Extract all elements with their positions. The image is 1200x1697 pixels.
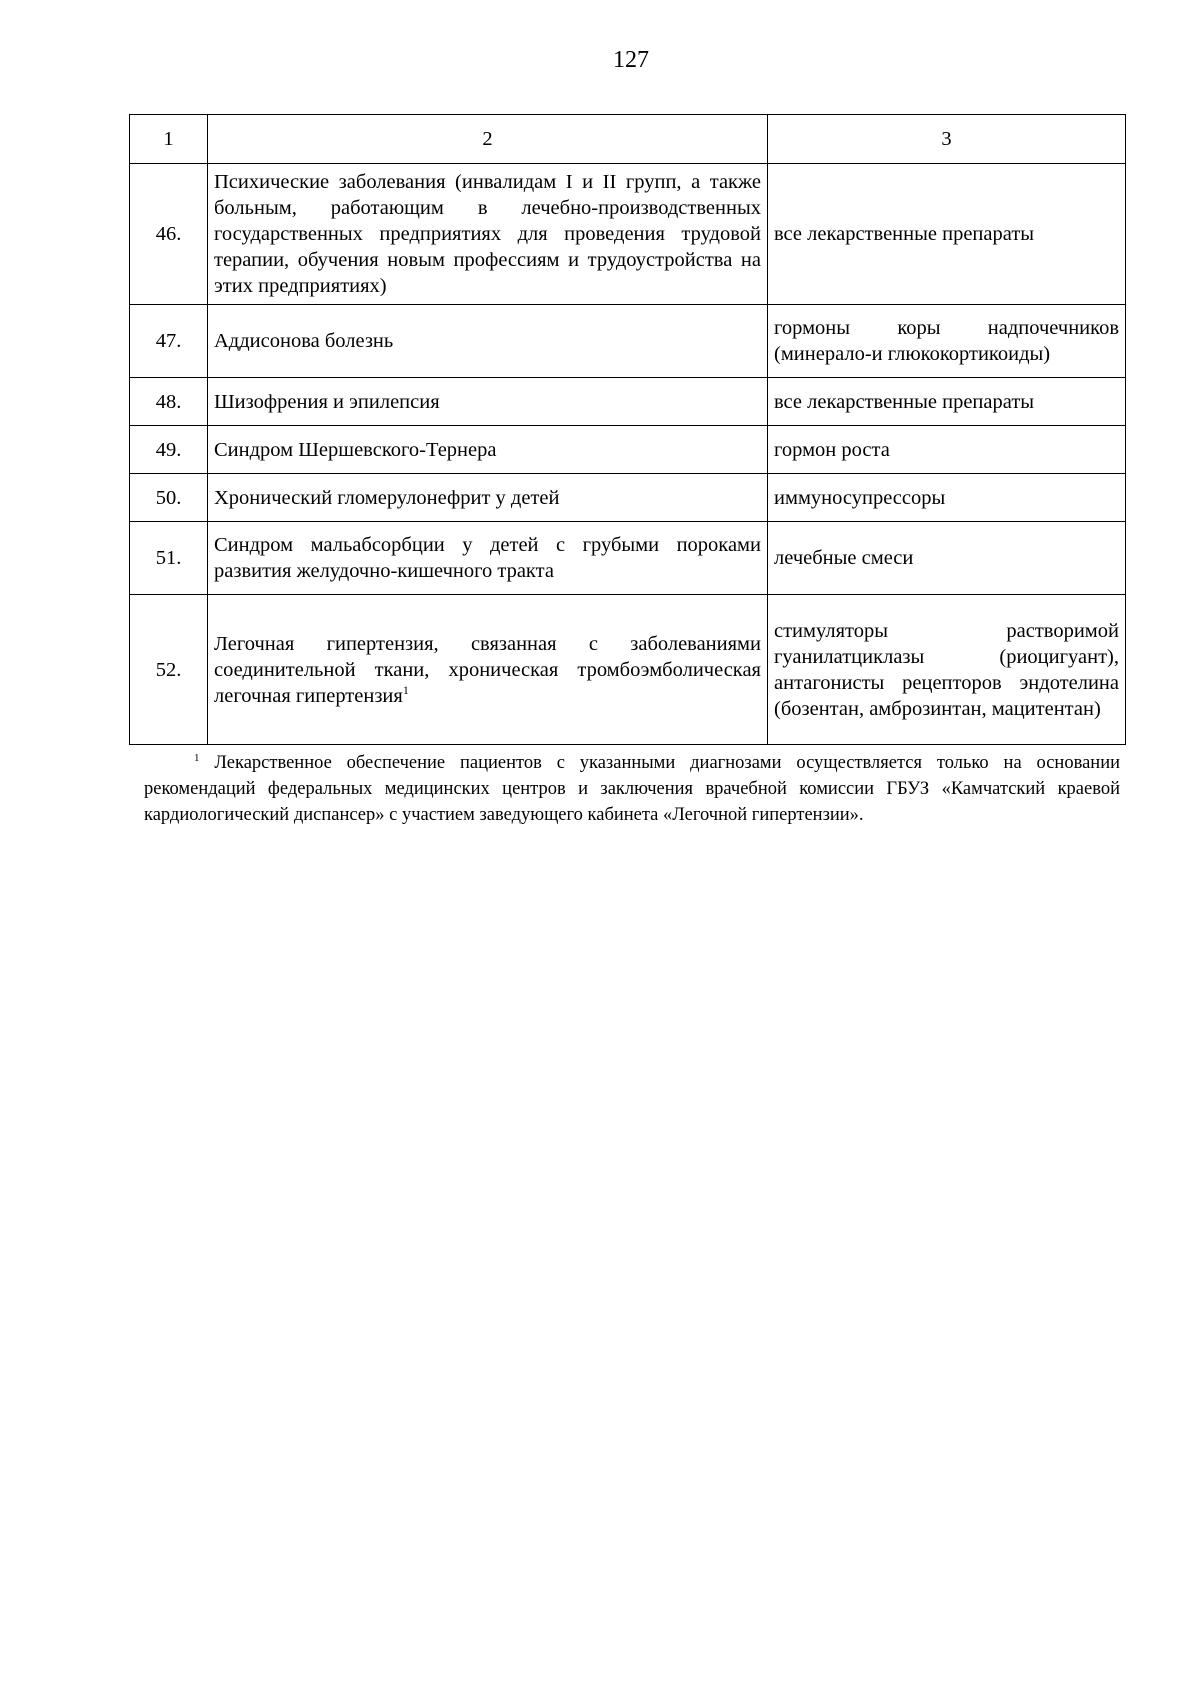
drugs-cell: лечебные смеси xyxy=(768,522,1126,595)
table-header-row xyxy=(130,115,1126,164)
row-number: 46. xyxy=(130,164,208,305)
row-number: 49. xyxy=(130,426,208,474)
row-number: 51. xyxy=(130,522,208,595)
table-row xyxy=(130,426,1126,474)
drugs-cell: гормон роста xyxy=(768,426,1126,474)
table-row xyxy=(130,522,1126,595)
drugs-cell: все лекарственные препараты xyxy=(768,164,1126,305)
disease-cell: Синдром мальабсорбции у детей с грубыми пороками развития желудочно-кишечного тракта xyxy=(208,522,768,595)
column-header-1: 1 xyxy=(130,115,208,164)
drugs-cell: гормоны коры надпочечников (минерало-и глюкокортикоиды) xyxy=(768,305,1126,378)
row-number: 48. xyxy=(130,378,208,426)
disease-cell: Хронический гломерулонефрит у детей xyxy=(208,474,768,522)
disease-cell: Синдром Шершевского-Тернера xyxy=(208,426,768,474)
table-row xyxy=(130,595,1126,745)
table-row xyxy=(130,164,1126,305)
footnote-reference: 1 xyxy=(402,682,409,697)
column-header-2: 2 xyxy=(208,115,768,164)
footnote-text: Лекарственное обеспечение пациентов с указанными диагнозами осуществляется только на основании рекомендаций федеральных медицинских центров и заключения врачебной комиссии ГБУЗ «Камчатский краевой кардиологический диспансер» с участием заведующего кабинета «Легочной гипертензии». xyxy=(144,753,1120,825)
disease-cell: Психические заболевания (инвалидам I и II групп, а также больным, работающим в лечебно-производственных государственных предприятиях для проведения трудовой терапии, обучения новым профессиям и трудоустройства на этих предприятиях) xyxy=(208,164,768,305)
disease-text: Легочная гипертензия, связанная с заболеваниями соединительной ткани, хроническая тромбоэмболическая легочная гипертензия xyxy=(214,632,761,707)
disease-cell xyxy=(208,595,768,745)
footnote xyxy=(144,750,1120,828)
row-number: 52. xyxy=(130,595,208,745)
page-number: 127 xyxy=(613,47,649,73)
drugs-cell: все лекарственные препараты xyxy=(768,378,1126,426)
footnote-mark: 1 xyxy=(194,751,200,764)
disease-cell: Шизофрения и эпилепсия xyxy=(208,378,768,426)
table-row xyxy=(130,378,1126,426)
table-row xyxy=(130,305,1126,378)
drug-provision-table xyxy=(129,114,1126,745)
row-number: 47. xyxy=(130,305,208,378)
table-row xyxy=(130,474,1126,522)
drugs-cell: стимуляторы растворимой гуанилатциклазы (риоцигуант), антагонисты рецепторов эндотелина (бозентан, амброзинтан, мацитентан) xyxy=(768,595,1126,745)
row-number: 50. xyxy=(130,474,208,522)
column-header-3: 3 xyxy=(768,115,1126,164)
drugs-cell: иммуносупрессоры xyxy=(768,474,1126,522)
disease-cell: Аддисонова болезнь xyxy=(208,305,768,378)
